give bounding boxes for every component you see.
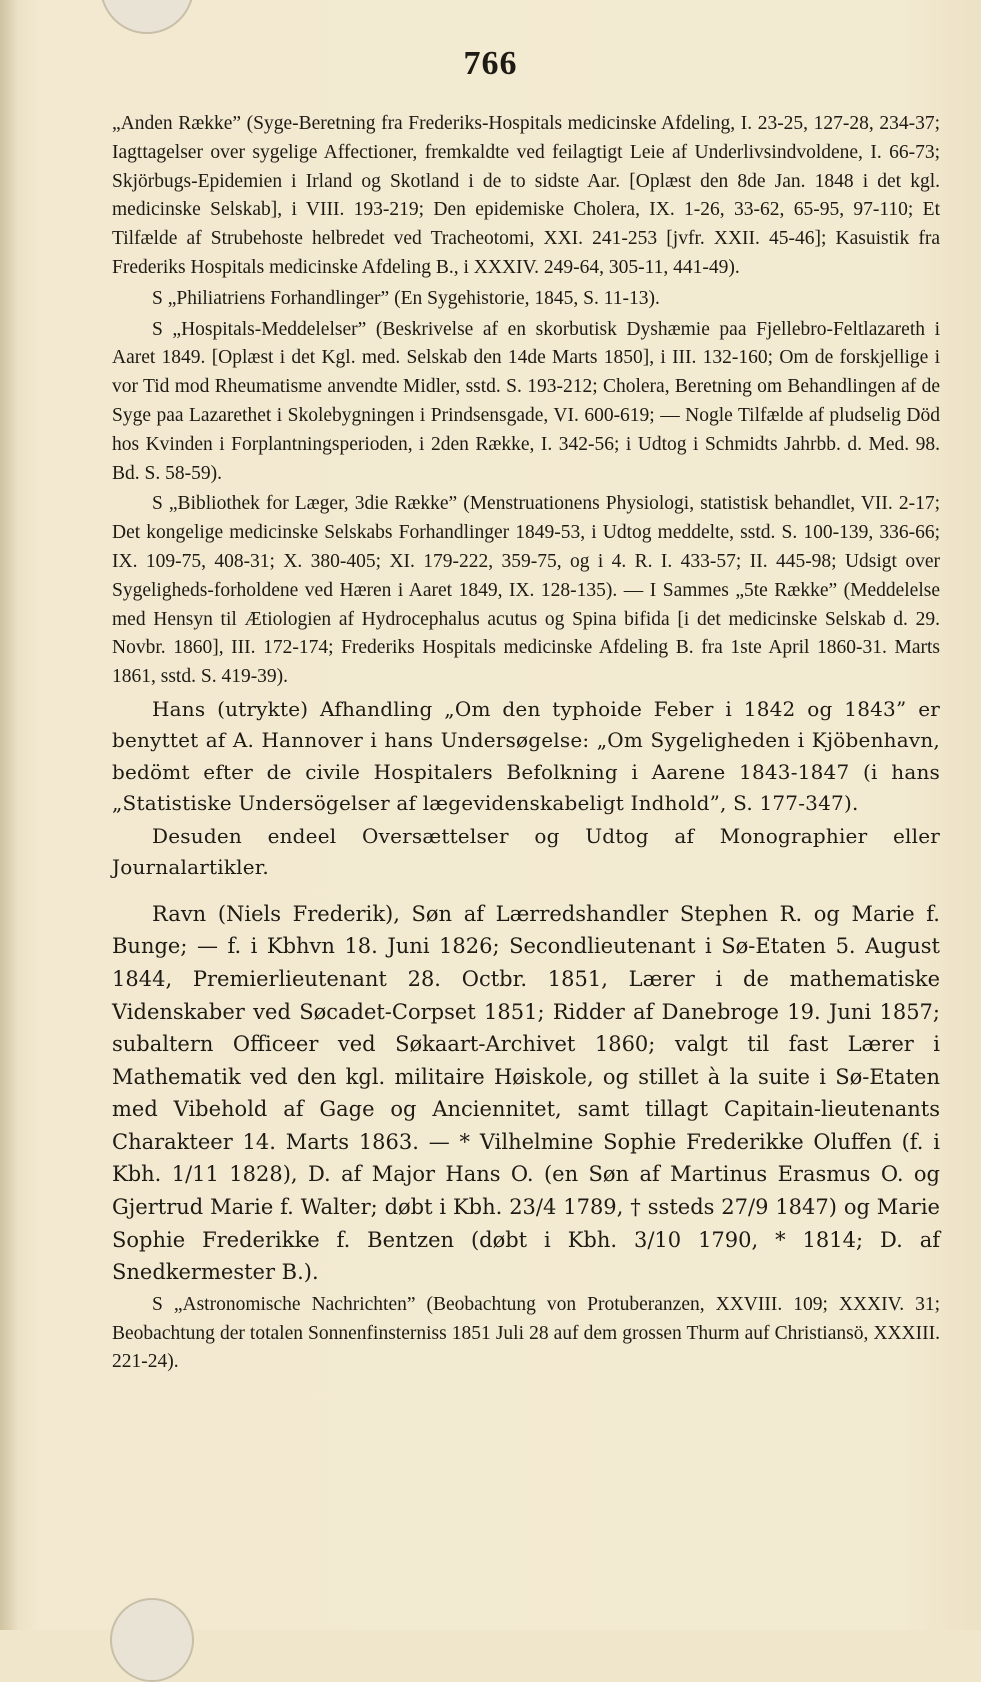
paragraph: S „Astronomische Nachrichten” (Beobachtung von Protuberanzen, XXVIII. 109; XXXIV. 31; Beobachtung der totalen Sonnenfinsterniss 1851 Juli 28 auf dem grossen Thurm auf Christiansö, XXXIII. 221-24). (112, 1293, 940, 1373)
page-number: 766 (463, 45, 518, 82)
biography-entry: Ravn (Niels Frederik), Søn af Lærredshandler Stephen R. og Marie f. Bunge; — f. i Kbhvn 18. Juni 1826; Secondlieutenant i Sø-Etaten 5. August 1844, Premierlieutenant 28. Octbr. 1851, Lærer i de mathematiske Videnskaber ved Søcadet-Corpset 1851; Ridder af Danebroge 19. Juni 1857; subaltern Officeer ved Søkaart-Archivet 1860; valgt til fast Lærer i Mathematik ved den kgl. militaire Høiskole, og stillet à la suite i Sø-Etaten med Vibehold af Gage og Anciennitet, samt tillagt Capitain-lieutenants Charakteer 14. Marts 1863. — * Vilhelmine Sophie Frederikke Oluffen (f. i Kbh. 1/11 1828), D. af Major Hans O. (en Søn af Martinus Erasmus O. og Gjertrud Marie f. Walter; døbt i Kbh. 23/4 1789, † ssteds 27/9 1847) og Marie Sophie Frederikke f. Bentzen (døbt i Kbh. 3/10 1790, * 1814; D. af Snedkermester B.). (112, 901, 940, 1285)
book-spine-shadow (0, 0, 18, 1630)
paragraph: S „Philiatriens Forhandlinger” (En Sygehistorie, 1845, S. 11-13). (152, 287, 660, 309)
page-corner-mark (110, 1598, 194, 1682)
paragraph: Desuden endeel Oversættelser og Udtog af Monographier eller Journalartikler. (112, 824, 940, 880)
paragraph: S „Bibliothek for Læger, 3die Række” (Menstruationens Physiologi, statistisk behandlet, VII. 2-17; Det kongelige medicinske Selskabs Forhandlinger 1849-53, i Udtog meddelte, sstd. S. 100-139, 336-66; IX. 109-75, 408-31; X. 380-405; XI. 179-222, 359-75, og i 4. R. I. 433-57; II. 445-98; Udsigt over Sygeligheds-forholdene ved Hæren i Aaret 1849, IX. 128-135). — I Sammes „5te Række” (Meddelelse med Hensyn til Ætiologien af Hydrocephalus acutus og Spina bifida [i det medicinske Selskab d. 29. Novbr. 1860], III. 172-174; Frederiks Hospitals medicinske Afdeling B. fra 1ste April 1860-31. Marts 1861, sstd. S. 419-39). (112, 493, 940, 688)
page-corner-mark (100, 0, 194, 34)
paragraph: „Anden Række” (Syge-Beretning fra Frederiks-Hospitals medicinske Afdeling, I. 23-25, 127-28, 234-37; Iagttagelser over sygelige Affectioner, fremkaldte ved feilagtigt Leie af Underlivsindvoldene, I. 66-73; Skjörbugs-Epidemien i Irland og Skotland i de to sidste Aar. [Oplæst den 8de Jan. 1848 i det kgl. medicinske Selskab], i VIII. 193-219; Den epidemiske Cholera, IX. 1-26, 33-62, 65-95, 97-110; Et Tilfælde af Strubehoste helbredet ved Tracheotomi, XXI. 241-253 [jvfr. XXII. 45-46]; Kasuistik fra Frederiks Hospitals medicinske Afdeling B., i XXXIV. 249-64, 305-11, 441-49). (112, 113, 940, 278)
page-body (112, 110, 940, 1377)
paragraph: Hans (utrykte) Afhandling „Om den typhoide Feber i 1842 og 1843” er benyttet af A. Hannover i hans Undersøgelse: „Om Sygeligheden i Kjöbenhavn, bedömt efter de civile Hospitalers Befolkning i Aarene 1843-1847 (i hans „Statistiske Undersögelser af lægevidenskabeligt Indhold”, S. 177-347). (112, 696, 940, 815)
paragraph: S „Hospitals-Meddelelser” (Beskrivelse af en skorbutisk Dyshæmie paa Fjellebro-Feltlazareth i Aaret 1849. [Oplæst i det Kgl. med. Selskab den 14de Marts 1850], i III. 132-160; Om de forskjellige i vor Tid mod Rheumatisme anvendte Midler, sstd. S. 193-212; Cholera, Beretning om Behandlingen af de Syge paa Lazarethet i Skolebygningen i Prindsensgade, VI. 600-619; — Nogle Tilfælde af pludselig Död hos Kvinden i Forplantningsperioden, i 2den Række, I. 342-56; i Udtog i Schmidts Jahrbb. d. Med. 98. Bd. S. 58-59). (112, 318, 940, 484)
